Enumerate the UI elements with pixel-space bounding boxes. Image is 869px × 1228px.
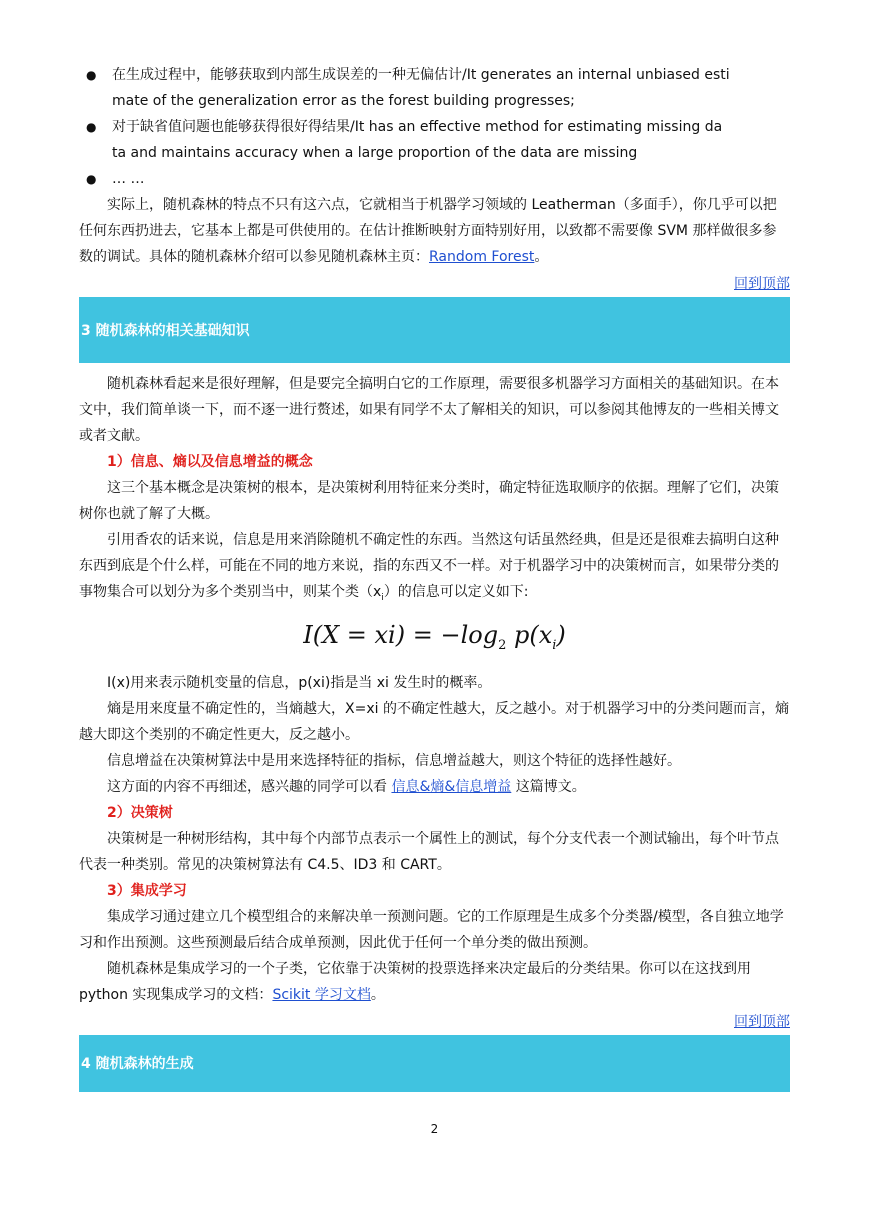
bullet-line: ta and maintains accuracy when a large proportion of the data are missing: [112, 145, 638, 161]
intro-text: 实际上，随机森林的特点不只有这六点，它就相当于机器学习领域的 Leatherman（多面手），你几乎可以把任何东西扔进去，它基本上都是可供使用的。在估计推断映射方面特别好用，以致都不需要像 SVM 那样做很多参数的调试。具体的随机森林介绍可以参见随机森林主页：: [79, 197, 777, 265]
paragraph: 决策树是一种树形结构，其中每个内部节点表示一个属性上的测试，每个分支代表一个测试输出，每个叶节点代表一种类别。常见的决策树算法有 C4.5、ID3 和 CART。: [79, 830, 779, 873]
subscript: i: [381, 592, 384, 603]
section-3-intro: 随机森林看起来是很好理解，但是要完全搞明白它的工作原理，需要很多机器学习方面相关的基础知识。在本文中，我们简单谈一下，而不逐一进行赘述，如果有同学不太了解相关的知识，可以参阅其他博友的一些相关博文或者文献。: [79, 376, 779, 444]
paragraph: [79, 527, 790, 611]
paragraph-text: 。: [370, 986, 385, 1003]
bullet-icon: ●: [86, 172, 97, 186]
bullet-icon: ●: [86, 68, 97, 82]
document-body: [79, 62, 790, 1092]
bullet-line: mate of the generalization error as the forest building progresses;: [112, 93, 575, 109]
feature-bullet-list: [79, 62, 790, 192]
list-item: [79, 166, 790, 192]
paragraph-text: 随机森林是集成学习的一个子类，它依靠于决策树的投票选择来决定最后的分类结果。你可以在这找到用 python 实现集成学习的文档：: [79, 960, 751, 1003]
paragraph-text: 这篇博文。: [511, 778, 586, 795]
subsection-heading-ensemble-learning: 3）集成学习: [107, 882, 187, 899]
bullet-line: 对于缺省值问题也能够获得很好得结果/It has an effective method for estimating missing da: [112, 119, 723, 135]
paragraph: 集成学习通过建立几个模型组合的来解决单一预测问题。它的工作原理是生成多个分类器/模型，各自独立地学习和作出预测。这些预测最后结合成单预测，因此优于任何一个单分类的做出预测。: [79, 908, 784, 951]
paragraph-text: ）的信息可以定义如下:: [383, 584, 529, 600]
bullet-line: 在生成过程中，能够获取到内部生成误差的一种无偏估计/It generates an internal unbiased esti: [112, 67, 730, 83]
information-formula: [79, 613, 790, 668]
list-item: [79, 114, 790, 166]
list-item: [79, 62, 790, 114]
formula-rhs: p(x: [506, 620, 553, 649]
paragraph: 信息增益在决策树算法中是用来选择特征的指标，信息增益越大，则这个特征的选择性越好。: [107, 752, 681, 769]
formula-subscript: i: [552, 637, 557, 653]
info-entropy-gain-link[interactable]: 信息&熵&信息增益: [391, 778, 512, 795]
page-number: 2: [430, 1122, 439, 1136]
section-3-header: [79, 297, 790, 363]
intro-tail: 。: [534, 249, 549, 265]
bullet-icon: ●: [86, 120, 97, 134]
paragraph: 熵是用来度量不确定性的，当熵越大，X=xi 的不确定性越大，反之越小。对于机器学习中的分类问题而言，熵越大即这个类别的不确定性更大，反之越小。: [79, 700, 789, 743]
paragraph: [79, 774, 790, 800]
formula-end: ): [556, 620, 566, 649]
back-to-top-link[interactable]: 回到顶部: [734, 1013, 790, 1030]
intro-paragraph: [79, 192, 790, 270]
paragraph: [79, 956, 790, 1008]
subsection-heading-info-entropy: 1）信息、熵以及信息增益的概念: [107, 454, 313, 470]
back-to-top-link[interactable]: 回到顶部: [734, 276, 790, 292]
formula-log-base: 2: [498, 637, 507, 653]
formula-lhs: I(X = xi) = −log: [303, 620, 499, 649]
paragraph: I(x)用来表示随机变量的信息，p(xi)指是当 xi 发生时的概率。: [107, 674, 492, 691]
section-3-title: 3 随机森林的相关基础知识: [81, 323, 250, 339]
section-4-title: 4 随机森林的生成: [81, 1056, 194, 1073]
paragraph-text: 引用香农的话来说，信息是用来消除随机不确定性的东西。当然这句话虽然经典，但是还是很难去搞明白这种东西到底是个什么样，可能在不同的地方来说，指的东西又不一样。对于机器学习中的决策树而言，如果带分类的事物集合可以划分为多个类别当中，则某个类（x: [79, 532, 779, 600]
bullet-line: … …: [112, 171, 145, 187]
random-forest-link[interactable]: Random Forest: [429, 249, 535, 265]
paragraph: 这三个基本概念是决策树的根本，是决策树利用特征来分类时，确定特征选取顺序的依据。理解了它们，决策树你也就了解了大概。: [79, 480, 779, 522]
scikit-docs-link[interactable]: Scikit 学习文档: [272, 986, 371, 1003]
section-4-header: [79, 1035, 790, 1092]
paragraph-text: 这方面的内容不再细述，感兴趣的同学可以看: [107, 778, 392, 795]
subsection-heading-decision-tree: 2）决策树: [107, 804, 173, 821]
